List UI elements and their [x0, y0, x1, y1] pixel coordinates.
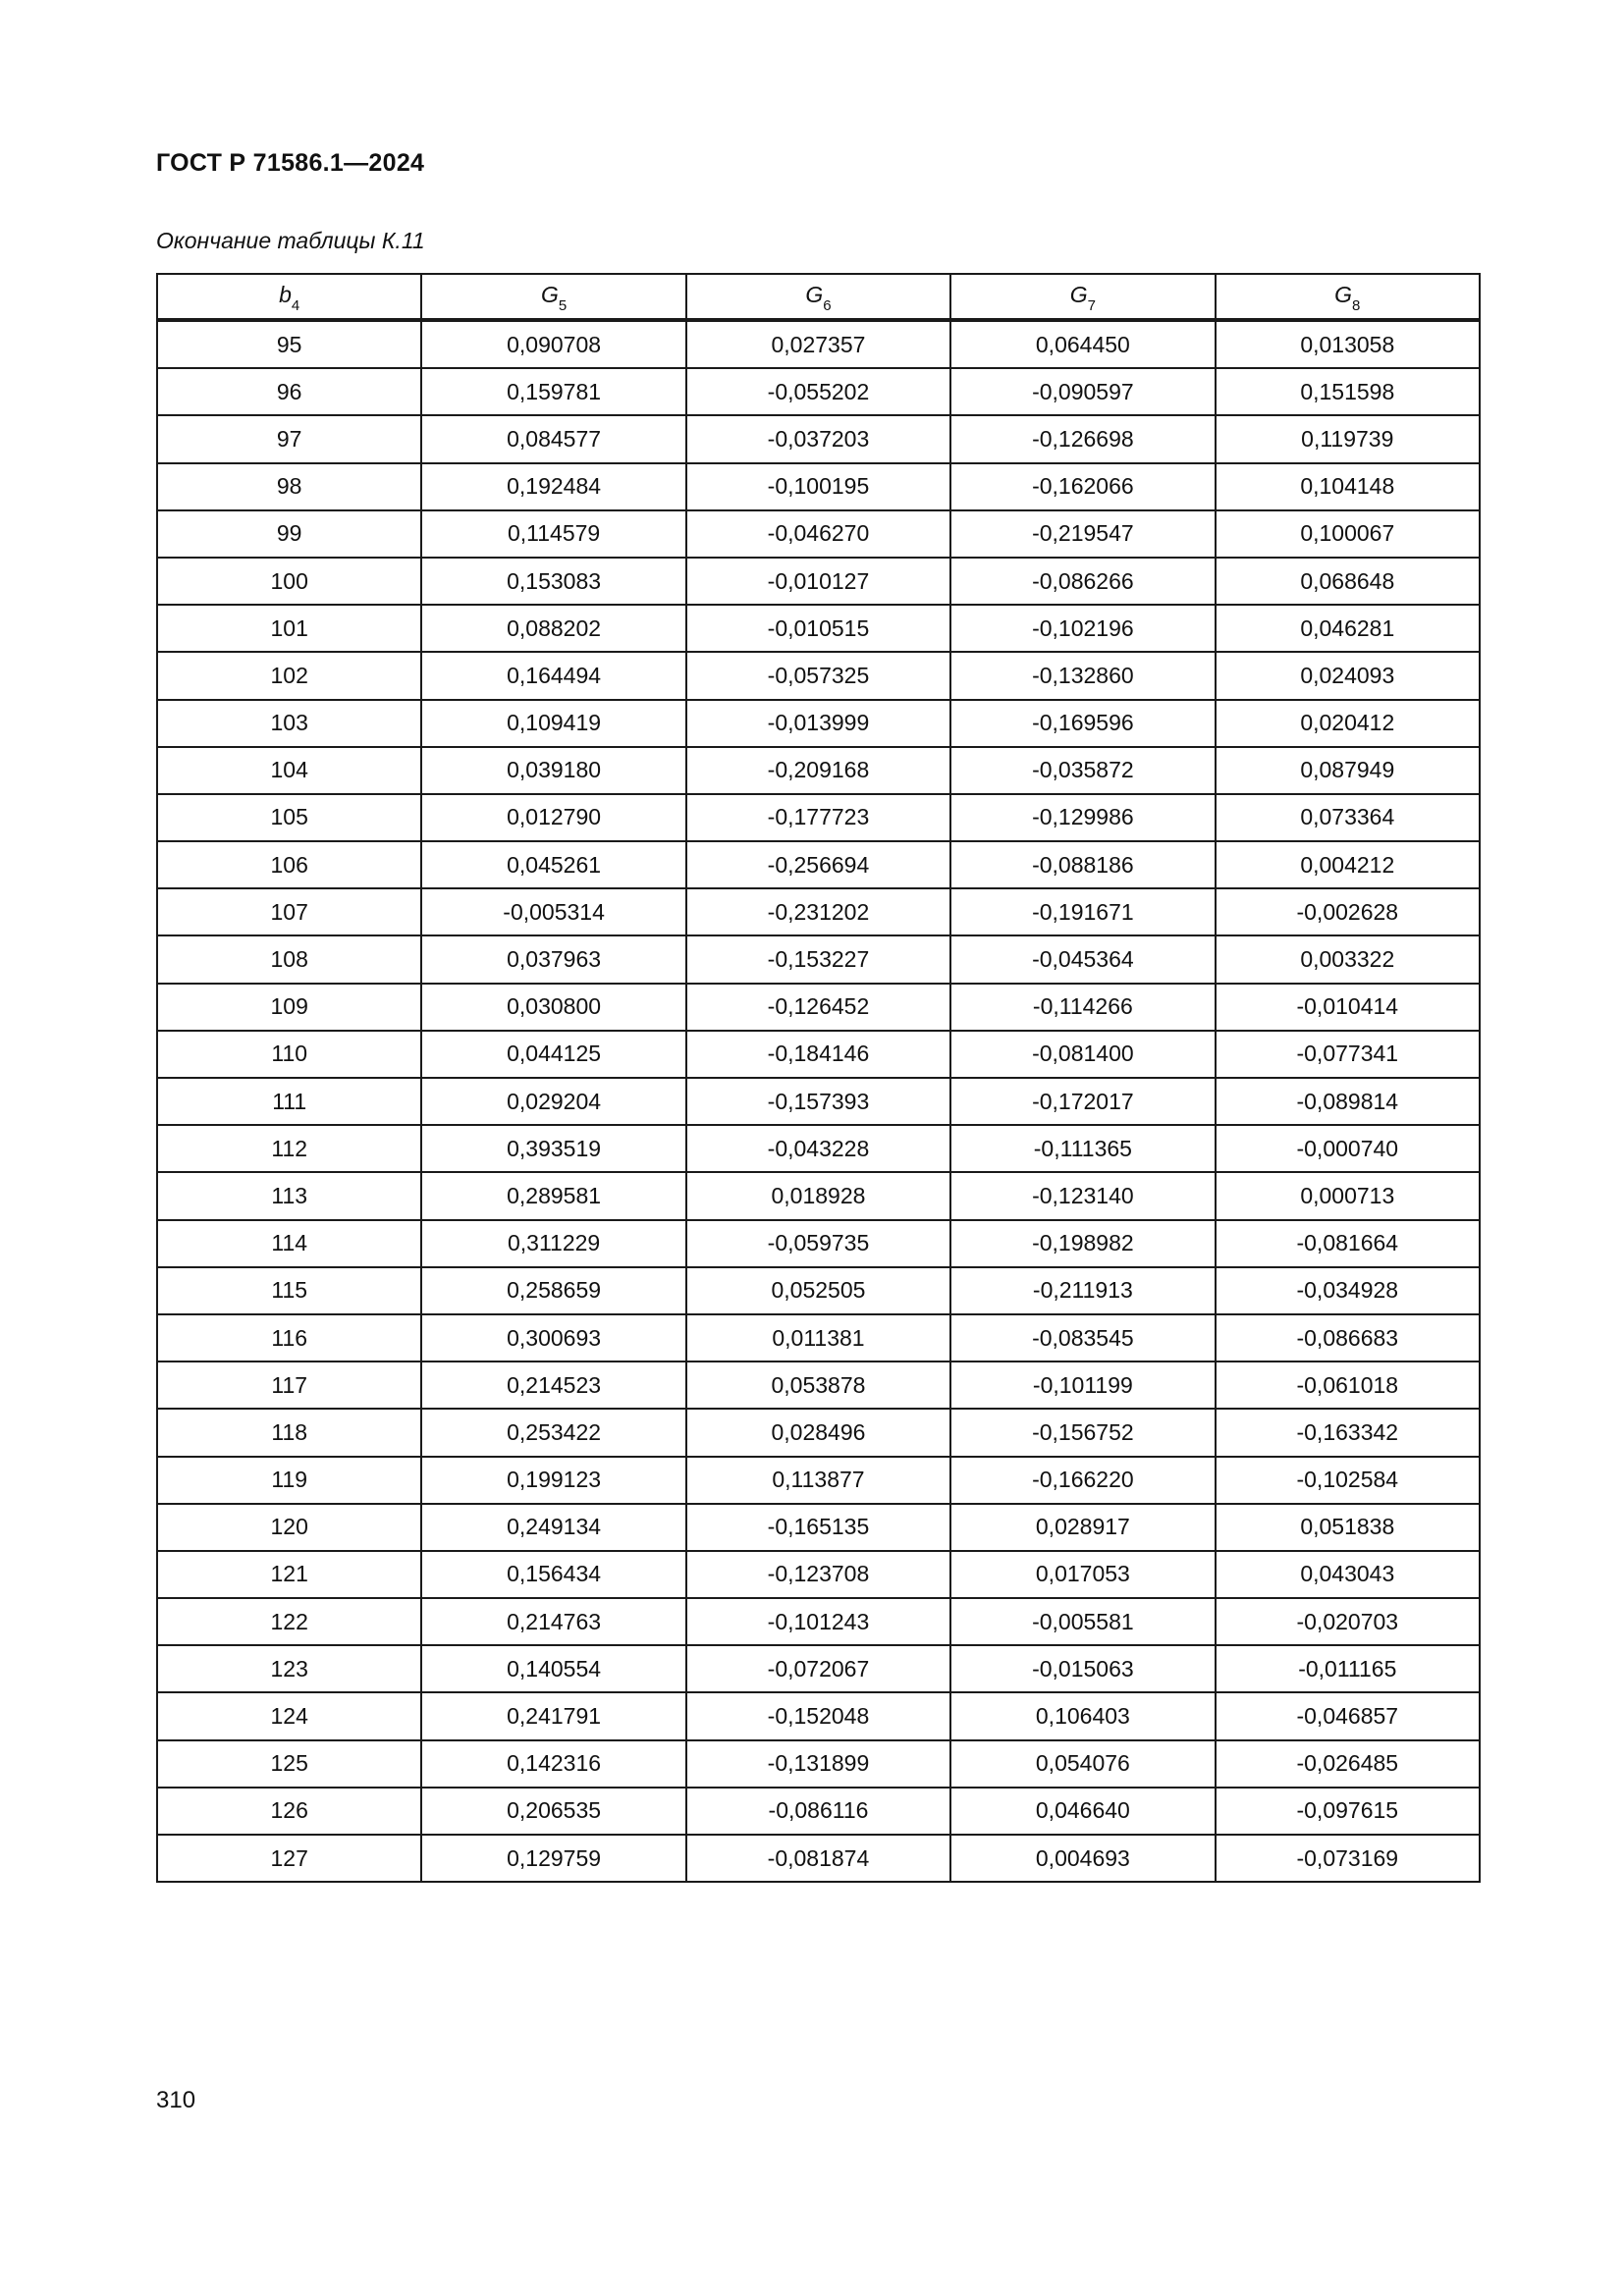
table-cell: 0,037963 [421, 935, 685, 983]
table-cell: 0,044125 [421, 1031, 685, 1078]
table-cell: 0,039180 [421, 747, 685, 794]
table-caption: Окончание таблицы К.11 [156, 228, 425, 253]
table-cell: 102 [157, 652, 421, 699]
table-cell: -0,156752 [950, 1409, 1215, 1456]
table-cell: -0,026485 [1216, 1740, 1480, 1788]
table-cell: 0,000713 [1216, 1172, 1480, 1219]
column-header-base: G [805, 281, 824, 307]
table-cell: 104 [157, 747, 421, 794]
table-cell: 0,024093 [1216, 652, 1480, 699]
header-row [157, 274, 1480, 320]
column-header-base: b [279, 281, 292, 307]
table-cell: 122 [157, 1598, 421, 1645]
table-body [157, 320, 1480, 1882]
table-cell: 0,084577 [421, 415, 685, 462]
table-cell: -0,153227 [686, 935, 950, 983]
column-header-subscript: 5 [558, 297, 568, 315]
table-row [157, 652, 1480, 699]
table-cell: 98 [157, 463, 421, 510]
table-cell: -0,010127 [686, 558, 950, 605]
table-cell: 0,206535 [421, 1788, 685, 1835]
table-cell: -0,126452 [686, 984, 950, 1031]
table-cell: 0,046640 [950, 1788, 1215, 1835]
table-cell: -0,005581 [950, 1598, 1215, 1645]
table-row [157, 320, 1480, 368]
table-cell: 0,029204 [421, 1078, 685, 1125]
table-cell: 0,241791 [421, 1692, 685, 1739]
table-row [157, 1598, 1480, 1645]
table-cell: -0,231202 [686, 888, 950, 935]
table-cell: 0,017053 [950, 1551, 1215, 1598]
table-cell: 0,087949 [1216, 747, 1480, 794]
table-row [157, 888, 1480, 935]
table-cell: -0,077341 [1216, 1031, 1480, 1078]
table-cell: -0,191671 [950, 888, 1215, 935]
table-cell: -0,055202 [686, 368, 950, 415]
table-row [157, 935, 1480, 983]
table-cell: 0,051838 [1216, 1504, 1480, 1551]
column-header-subscript: 7 [1087, 297, 1096, 315]
table-cell: -0,169596 [950, 700, 1215, 747]
table-cell: -0,211913 [950, 1267, 1215, 1314]
table-cell: 99 [157, 510, 421, 558]
table-cell: 0,114579 [421, 510, 685, 558]
table-cell: -0,126698 [950, 415, 1215, 462]
table-cell: 97 [157, 415, 421, 462]
page-number: 310 [156, 2087, 196, 2113]
table-cell: -0,088186 [950, 841, 1215, 888]
table-cell: 0,159781 [421, 368, 685, 415]
table-cell: 0,003322 [1216, 935, 1480, 983]
column-header-g8 [1216, 274, 1480, 320]
table-cell: 112 [157, 1125, 421, 1172]
table-cell: 0,249134 [421, 1504, 685, 1551]
table-cell: 109 [157, 984, 421, 1031]
table-cell: 0,013058 [1216, 320, 1480, 368]
table-cell: 0,140554 [421, 1645, 685, 1692]
column-header-subscript: 6 [823, 297, 832, 315]
table-cell: 0,020412 [1216, 700, 1480, 747]
table-cell: 103 [157, 700, 421, 747]
table-cell: -0,152048 [686, 1692, 950, 1739]
table-row [157, 1220, 1480, 1267]
table-cell: -0,089814 [1216, 1078, 1480, 1125]
table-row [157, 1172, 1480, 1219]
table-cell: 106 [157, 841, 421, 888]
table-cell: 0,027357 [686, 320, 950, 368]
table-cell: 0,258659 [421, 1267, 685, 1314]
table-cell: 95 [157, 320, 421, 368]
table-cell: -0,015063 [950, 1645, 1215, 1692]
table-row [157, 510, 1480, 558]
table-cell: -0,123140 [950, 1172, 1215, 1219]
table-cell: -0,097615 [1216, 1788, 1480, 1835]
table-cell: 0,214523 [421, 1362, 685, 1409]
table-cell: -0,072067 [686, 1645, 950, 1692]
table-cell: 0,068648 [1216, 558, 1480, 605]
table-cell: 0,151598 [1216, 368, 1480, 415]
table-cell: 0,142316 [421, 1740, 685, 1788]
table-cell: -0,157393 [686, 1078, 950, 1125]
table-cell: 125 [157, 1740, 421, 1788]
column-header-subscript: 8 [1352, 297, 1361, 315]
column-header-b4 [157, 274, 421, 320]
table-cell: -0,111365 [950, 1125, 1215, 1172]
table-cell: -0,162066 [950, 463, 1215, 510]
table-cell: -0,163342 [1216, 1409, 1480, 1456]
table-row [157, 415, 1480, 462]
table-cell: 108 [157, 935, 421, 983]
table-cell: 127 [157, 1835, 421, 1882]
table-cell: -0,020703 [1216, 1598, 1480, 1645]
table-cell: -0,081664 [1216, 1220, 1480, 1267]
table-cell: -0,166220 [950, 1457, 1215, 1504]
table-row [157, 368, 1480, 415]
table-cell: -0,086683 [1216, 1314, 1480, 1362]
table-cell: 100 [157, 558, 421, 605]
table-cell: -0,172017 [950, 1078, 1215, 1125]
table-cell: 114 [157, 1220, 421, 1267]
table-cell: 0,088202 [421, 605, 685, 652]
table-cell: 116 [157, 1314, 421, 1362]
table-cell: 119 [157, 1457, 421, 1504]
table-cell: 0,043043 [1216, 1551, 1480, 1598]
table-cell: -0,034928 [1216, 1267, 1480, 1314]
table-cell: 123 [157, 1645, 421, 1692]
column-header-g5 [421, 274, 685, 320]
table-cell: -0,010414 [1216, 984, 1480, 1031]
column-header-base: G [1334, 281, 1353, 307]
table-cell: -0,100195 [686, 463, 950, 510]
table-cell: 0,004693 [950, 1835, 1215, 1882]
data-table [156, 273, 1481, 1883]
table-cell: 0,028917 [950, 1504, 1215, 1551]
table-cell: 0,156434 [421, 1551, 685, 1598]
table-cell: 0,113877 [686, 1457, 950, 1504]
table-cell: 0,192484 [421, 463, 685, 510]
table-cell: -0,090597 [950, 368, 1215, 415]
table-cell: -0,059735 [686, 1220, 950, 1267]
table-cell: 121 [157, 1551, 421, 1598]
column-header-base: G [540, 281, 559, 307]
table-cell: -0,129986 [950, 794, 1215, 841]
table-cell: 117 [157, 1362, 421, 1409]
table-cell: 0,311229 [421, 1220, 685, 1267]
table-cell: 110 [157, 1031, 421, 1078]
column-header-g6 [686, 274, 950, 320]
table-cell: 124 [157, 1692, 421, 1739]
table-cell: -0,037203 [686, 415, 950, 462]
table-cell: -0,000740 [1216, 1125, 1480, 1172]
table-cell: -0,061018 [1216, 1362, 1480, 1409]
table-row [157, 1267, 1480, 1314]
table-row [157, 841, 1480, 888]
table-cell: 0,119739 [1216, 415, 1480, 462]
table-row [157, 1504, 1480, 1551]
table-header [157, 274, 1480, 320]
table-cell: 0,004212 [1216, 841, 1480, 888]
table-cell: -0,102196 [950, 605, 1215, 652]
column-header-g7 [950, 274, 1215, 320]
table-cell: -0,123708 [686, 1551, 950, 1598]
table-cell: -0,043228 [686, 1125, 950, 1172]
table-cell: 115 [157, 1267, 421, 1314]
table-row [157, 1314, 1480, 1362]
table-cell: 101 [157, 605, 421, 652]
table-cell: -0,177723 [686, 794, 950, 841]
table-cell: 0,018928 [686, 1172, 950, 1219]
table-cell: 0,199123 [421, 1457, 685, 1504]
table-cell: 0,046281 [1216, 605, 1480, 652]
table-row [157, 1457, 1480, 1504]
table-cell: 105 [157, 794, 421, 841]
table-row [157, 558, 1480, 605]
table-cell: 0,052505 [686, 1267, 950, 1314]
table-row [157, 1692, 1480, 1739]
table-cell: -0,046857 [1216, 1692, 1480, 1739]
table-cell: -0,011165 [1216, 1645, 1480, 1692]
table-cell: -0,081400 [950, 1031, 1215, 1078]
table-cell: 107 [157, 888, 421, 935]
table-cell: 0,012790 [421, 794, 685, 841]
table-cell: 0,289581 [421, 1172, 685, 1219]
table-row [157, 1740, 1480, 1788]
table-cell: 118 [157, 1409, 421, 1456]
table-cell: -0,046270 [686, 510, 950, 558]
table-cell: -0,057325 [686, 652, 950, 699]
table-cell: 0,028496 [686, 1409, 950, 1456]
table-row [157, 1078, 1480, 1125]
table-cell: 0,090708 [421, 320, 685, 368]
column-header-subscript: 4 [291, 297, 300, 315]
table-cell: -0,219547 [950, 510, 1215, 558]
table-cell: -0,101243 [686, 1598, 950, 1645]
table-row [157, 984, 1480, 1031]
table-cell: 0,393519 [421, 1125, 685, 1172]
table-cell: 0,253422 [421, 1409, 685, 1456]
table-cell: 113 [157, 1172, 421, 1219]
table-cell: 0,054076 [950, 1740, 1215, 1788]
table-cell: -0,101199 [950, 1362, 1215, 1409]
table-cell: 126 [157, 1788, 421, 1835]
table-cell: -0,114266 [950, 984, 1215, 1031]
table-cell: 0,104148 [1216, 463, 1480, 510]
table-row [157, 1645, 1480, 1692]
table-cell: -0,010515 [686, 605, 950, 652]
table-cell: -0,002628 [1216, 888, 1480, 935]
table-cell: 0,214763 [421, 1598, 685, 1645]
table-cell: -0,083545 [950, 1314, 1215, 1362]
table-cell: 0,073364 [1216, 794, 1480, 841]
table-row [157, 747, 1480, 794]
table-cell: -0,035872 [950, 747, 1215, 794]
table-cell: -0,256694 [686, 841, 950, 888]
table-cell: -0,086116 [686, 1788, 950, 1835]
table-cell: -0,184146 [686, 1031, 950, 1078]
table-cell: -0,005314 [421, 888, 685, 935]
table-row [157, 605, 1480, 652]
table-row [157, 1409, 1480, 1456]
table-cell: 0,064450 [950, 320, 1215, 368]
table-row [157, 1125, 1480, 1172]
table-cell: 96 [157, 368, 421, 415]
table-cell: 0,030800 [421, 984, 685, 1031]
column-header-base: G [1069, 281, 1088, 307]
table-cell: 0,045261 [421, 841, 685, 888]
table-cell: 120 [157, 1504, 421, 1551]
table-cell: -0,073169 [1216, 1835, 1480, 1882]
table-cell: -0,045364 [950, 935, 1215, 983]
table-row [157, 1788, 1480, 1835]
table-row [157, 1031, 1480, 1078]
table-cell: -0,086266 [950, 558, 1215, 605]
table-cell: -0,013999 [686, 700, 950, 747]
table-cell: 0,100067 [1216, 510, 1480, 558]
table-row [157, 794, 1480, 841]
table-cell: -0,102584 [1216, 1457, 1480, 1504]
table-cell: -0,132860 [950, 652, 1215, 699]
table-cell: 0,129759 [421, 1835, 685, 1882]
table-cell: 0,300693 [421, 1314, 685, 1362]
table-row [157, 700, 1480, 747]
table-cell: 0,011381 [686, 1314, 950, 1362]
table-row [157, 463, 1480, 510]
table-cell: -0,131899 [686, 1740, 950, 1788]
table-cell: 0,106403 [950, 1692, 1215, 1739]
table-row [157, 1362, 1480, 1409]
table-cell: -0,198982 [950, 1220, 1215, 1267]
table-row [157, 1551, 1480, 1598]
table-cell: 111 [157, 1078, 421, 1125]
table-row [157, 1835, 1480, 1882]
table-cell: -0,165135 [686, 1504, 950, 1551]
document-code: ГОСТ Р 71586.1—2024 [156, 149, 425, 177]
table-cell: -0,209168 [686, 747, 950, 794]
table-cell: 0,164494 [421, 652, 685, 699]
table-cell: 0,153083 [421, 558, 685, 605]
table-cell: 0,109419 [421, 700, 685, 747]
table-cell: -0,081874 [686, 1835, 950, 1882]
table-cell: 0,053878 [686, 1362, 950, 1409]
